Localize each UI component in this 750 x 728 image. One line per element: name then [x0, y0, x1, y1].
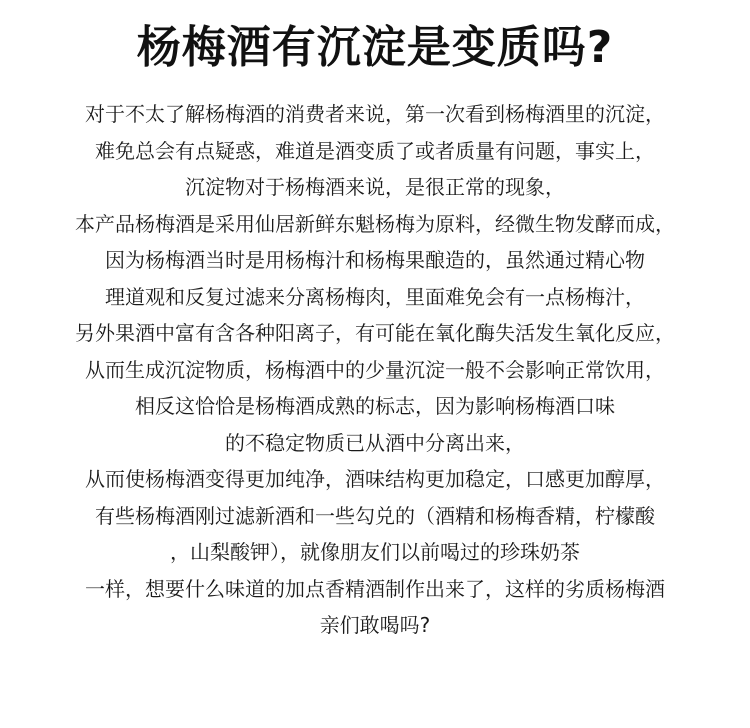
body-line-8: 从而生成沉淀物质，杨梅酒中的少量沉淀一般不会影响正常饮用， [85, 357, 665, 382]
body-line-5: 因为杨梅酒当时是用杨梅汁和杨梅果酿造的，虽然通过精心物 [105, 248, 645, 272]
article-body [0, 96, 750, 644]
body-line-11: 从而使杨梅酒变得更加纯净，酒味结构更加稳定，口感更加醇厚， [85, 467, 665, 491]
body-line-15: 亲们敢喝吗? [319, 613, 431, 637]
body-line-1: 对于不太了解杨梅酒的消费者来说，第一次看到杨梅酒里的沉淀， [85, 102, 665, 126]
body-line-12: 有些杨梅酒刚过滤新酒和一些勾兑的（酒精和杨梅香精，柠檬酸 [95, 503, 655, 528]
body-line-10: 的不稳定物质已从酒中分离出来， [225, 430, 525, 455]
body-line-3: 沉淀物对于杨梅酒来说，是很正常的现象， [185, 175, 565, 199]
page-title: 杨梅酒有沉淀是变质吗? [136, 22, 614, 73]
body-line-4: 本产品杨梅酒是采用仙居新鲜东魁杨梅为原料，经微生物发酵而成， [75, 211, 675, 236]
body-line-13: ，山梨酸钾），就像朋友们以前喝过的珍珠奶茶 [170, 540, 580, 564]
body-line-6: 理道观和反复过滤来分离杨梅肉，里面难免会有一点杨梅汁， [105, 284, 645, 309]
body-line-2: 难免总会有点疑惑，难道是酒变质了或者质量有问题，事实上， [95, 138, 655, 163]
body-line-9: 相反这恰恰是杨梅酒成熟的标志，因为影响杨梅酒口味 [135, 394, 615, 418]
body-line-7: 另外果酒中富有含各种阳离子，有可能在氧化酶失活发生氧化反应， [75, 321, 675, 345]
body-line-14: 一样，想要什么味道的加点香精酒制作出来了，这样的劣质杨梅酒 [85, 576, 665, 601]
